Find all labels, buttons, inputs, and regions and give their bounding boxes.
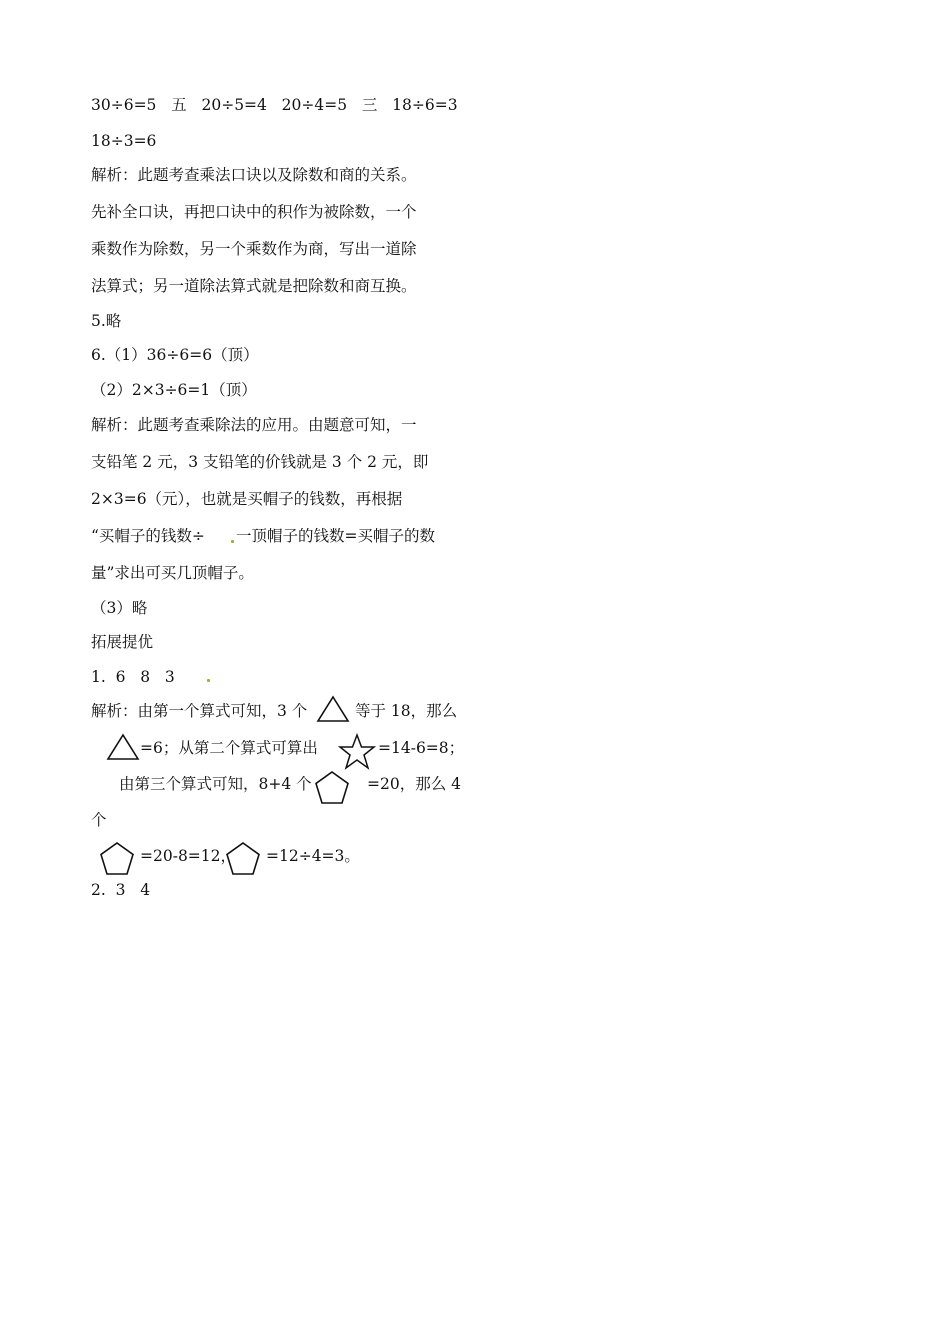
answer-6-2: （2）2×3÷6=1（顶） bbox=[91, 381, 257, 399]
extension-analysis-part-b: =20，那么 4 bbox=[367, 775, 461, 793]
pentagon-icon bbox=[225, 841, 261, 877]
analysis-line-part-a: “买帽子的钱数÷ bbox=[91, 527, 205, 545]
extension-analysis-part-b: 等于 18，那么 bbox=[355, 702, 458, 720]
answer-line-division: 30÷6=5 五 20÷5=4 20÷4=5 三 18÷6=3 bbox=[91, 96, 458, 114]
extension-analysis-part-a: 由第三个算式可知，8+4 个 bbox=[119, 775, 312, 793]
analysis-line: 法算式；另一道除法算式就是把除数和商互换。 bbox=[91, 277, 417, 295]
extension-answer-1: 1. 6 8 3 bbox=[91, 668, 175, 686]
extension-analysis-part-a: 解析：由第一个算式可知，3 个 bbox=[91, 702, 308, 720]
analysis-line-part-b: 一顶帽子的钱数=买帽子的数 bbox=[236, 527, 435, 545]
stray-dot bbox=[207, 679, 210, 682]
triangle-icon bbox=[106, 733, 140, 761]
pentagon-icon bbox=[99, 841, 135, 877]
triangle-icon bbox=[316, 695, 350, 723]
pentagon-icon bbox=[314, 770, 350, 806]
analysis-line: 2×3=6（元），也就是买帽子的钱数，再根据 bbox=[91, 490, 403, 508]
answer-6-3: （3）略 bbox=[91, 599, 148, 617]
stray-dot bbox=[231, 540, 234, 543]
analysis-line: 解析：此题考查乘法口诀以及除数和商的关系。 bbox=[91, 166, 417, 184]
analysis-line: 解析：此题考查乘除法的应用。由题意可知，一 bbox=[91, 416, 417, 434]
answer-6-1: 6.（1）36÷6=6（顶） bbox=[91, 346, 259, 364]
answer-5: 5.略 bbox=[91, 312, 122, 330]
analysis-line: 支铅笔 2 元，3 支铅笔的价钱就是 3 个 2 元，即 bbox=[91, 453, 429, 471]
answer-line-division-2: 18÷3=6 bbox=[91, 132, 157, 150]
extension-analysis-part-b: =14-6=8； bbox=[378, 739, 465, 757]
section-heading: 拓展提优 bbox=[91, 633, 154, 651]
star-icon bbox=[337, 733, 377, 771]
extension-analysis-part-a: =20-8=12， bbox=[140, 847, 237, 865]
extension-analysis-part-a: =6；从第二个算式可算出 bbox=[140, 739, 318, 757]
extension-answer-2: 2. 3 4 bbox=[91, 881, 151, 899]
extension-analysis-part-b: =12÷4=3。 bbox=[266, 847, 360, 865]
analysis-line: 量”求出可买几顶帽子。 bbox=[91, 564, 254, 582]
analysis-line: 乘数作为除数，另一个乘数作为商，写出一道除 bbox=[91, 240, 417, 258]
extension-analysis: 个 bbox=[91, 811, 107, 829]
analysis-line: 先补全口诀，再把口诀中的积作为被除数，一个 bbox=[91, 203, 417, 221]
